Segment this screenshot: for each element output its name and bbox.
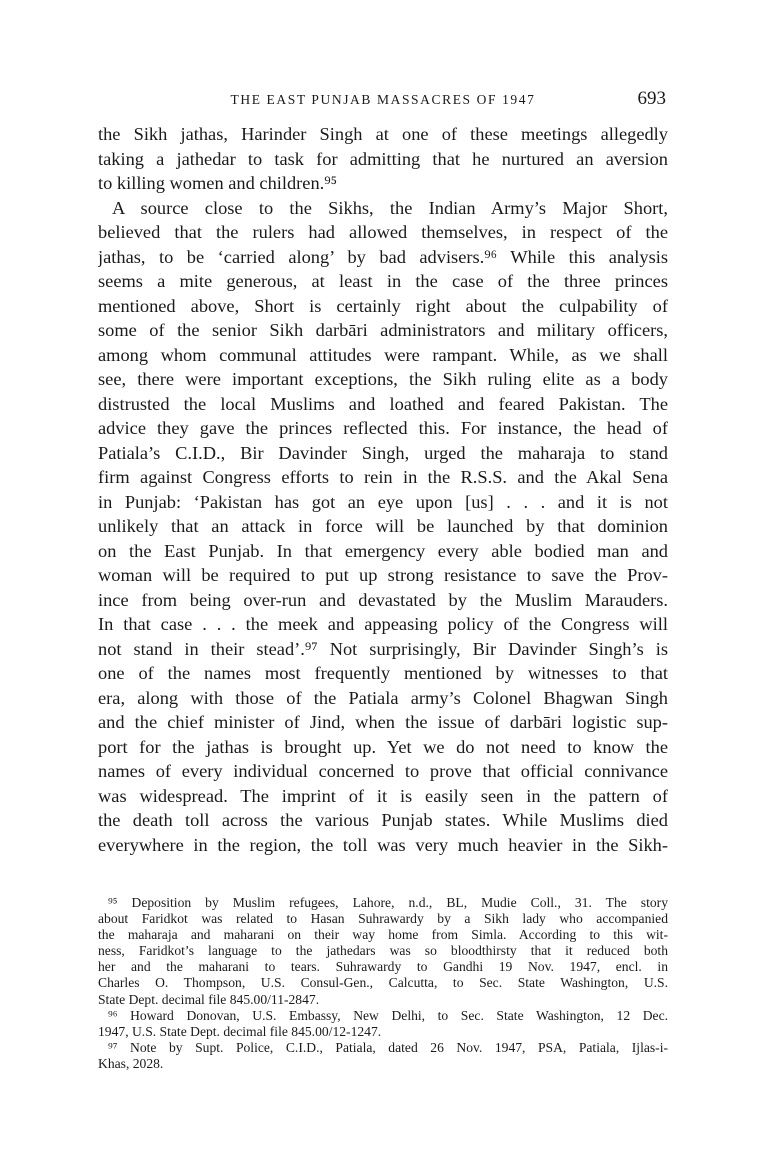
footnote-line: State Dept. decimal file 845.00/11-2847. [98, 991, 320, 1007]
footnotes [98, 895, 668, 1072]
footnote-line: Charles O. Thompson, U.S. Consul-Gen., Calcutta, to Sec. State Washington, U.S. [98, 975, 668, 991]
body-line: the death toll across the various Punjab states. While Muslims died [98, 810, 668, 830]
body-line: mentioned above, Short is certainly right about the culpability of [98, 295, 668, 316]
page-number: 693 [637, 88, 666, 109]
footnote-line: about Faridkot was related to Hasan Suhrawardy by a Sikh lady who accompanied [98, 911, 668, 927]
body-line: seems a mite generous, at least in the case of the three princes [98, 271, 668, 291]
footnote-line: her and the maharani to tears. Suhrawardy to Gandhi 19 Nov. 1947, encl. in [98, 959, 668, 975]
body-line: distrusted the local Muslims and loathed and feared Pakistan. The [98, 393, 668, 414]
body-line: in Punjab: ‘Pakistan has got an eye upon [us] . . . and it is not [98, 491, 668, 512]
body-line: A source close to the Sikhs, the Indian Army’s Major Short, [112, 197, 668, 218]
body-line: jathas, to be ‘carried along’ by bad advisers.⁹⁶ While this analysis [98, 246, 668, 267]
body-line: and the chief minister of Jind, when the issue of darbāri logistic sup- [98, 712, 668, 732]
body-line: port for the jathas is brought up. Yet we do not need to know the [98, 736, 668, 757]
footnote-line: 1947, U.S. State Dept. decimal file 845.00/12-1247. [98, 1023, 382, 1039]
body-line: was widespread. The imprint of it is easily seen in the pattern of [98, 785, 668, 806]
body-line: see, there were important exceptions, the Sikh ruling elite as a body [98, 369, 668, 389]
body-text [98, 122, 668, 857]
footnote-line: the maharaja and maharani on their way home from Simla. According to this wit- [98, 927, 668, 943]
body-line: woman will be required to put up strong resistance to save the Prov- [98, 565, 668, 585]
body-line: In that case . . . the meek and appeasing policy of the Congress will [98, 614, 668, 634]
body-line: taking a jathedar to task for admitting that he nurtured an aversion [98, 148, 668, 169]
body-line: Patiala’s C.I.D., Bir Davinder Singh, urged the maharaja to stand [98, 442, 668, 463]
footnote-line: Khas, 2028. [98, 1055, 164, 1071]
running-head: THE EAST PUNJAB MASSACRES OF 1947 [230, 92, 536, 107]
footnote-line: ⁹⁶ Howard Donovan, U.S. Embassy, New Delhi, to Sec. State Washington, 12 Dec. [108, 1007, 668, 1023]
body-line: among whom communal attitudes were rampant. While, as we shall [98, 344, 668, 365]
body-line: era, along with those of the Patiala army’s Colonel Bhagwan Singh [98, 687, 668, 708]
body-line: firm against Congress efforts to rein in the R.S.S. and the Akal Sena [98, 467, 668, 487]
body-line: to killing women and children.⁹⁵ [98, 173, 338, 193]
page-header [98, 88, 668, 118]
body-line: on the East Punjab. In that emergency every able bodied man and [98, 540, 668, 561]
body-line: believed that the rulers had allowed themselves, in respect of the [98, 222, 668, 242]
footnote-line: ⁹⁷ Note by Supt. Police, C.I.D., Patiala, dated 26 Nov. 1947, PSA, Patiala, Ijlas-i- [108, 1039, 668, 1055]
body-line: not stand in their stead’.⁹⁷ Not surprisingly, Bir Davinder Singh’s is [98, 638, 668, 659]
body-line: everywhere in the region, the toll was very much heavier in the Sikh- [98, 834, 668, 855]
body-line: some of the senior Sikh darbāri administrators and military officers, [98, 320, 668, 340]
body-line: one of the names most frequently mentioned by witnesses to that [98, 663, 668, 683]
body-line: advice they gave the princes reflected this. For instance, the head of [98, 418, 668, 438]
body-line: names of every individual concerned to prove that official connivance [98, 761, 668, 781]
body-line: the Sikh jathas, Harinder Singh at one of these meetings allegedly [98, 124, 668, 144]
body-line: ince from being over-run and devastated by the Muslim Marauders. [98, 589, 668, 610]
footnote-line: ⁹⁵ Deposition by Muslim refugees, Lahore, n.d., BL, Mudie Coll., 31. The story [108, 895, 668, 910]
page [98, 88, 668, 857]
body-line: unlikely that an attack in force will be launched by that dominion [98, 516, 668, 536]
footnote-line: ness, Faridkot’s language to the jathedars was so bloodthirsty that it reduced both [98, 943, 668, 959]
